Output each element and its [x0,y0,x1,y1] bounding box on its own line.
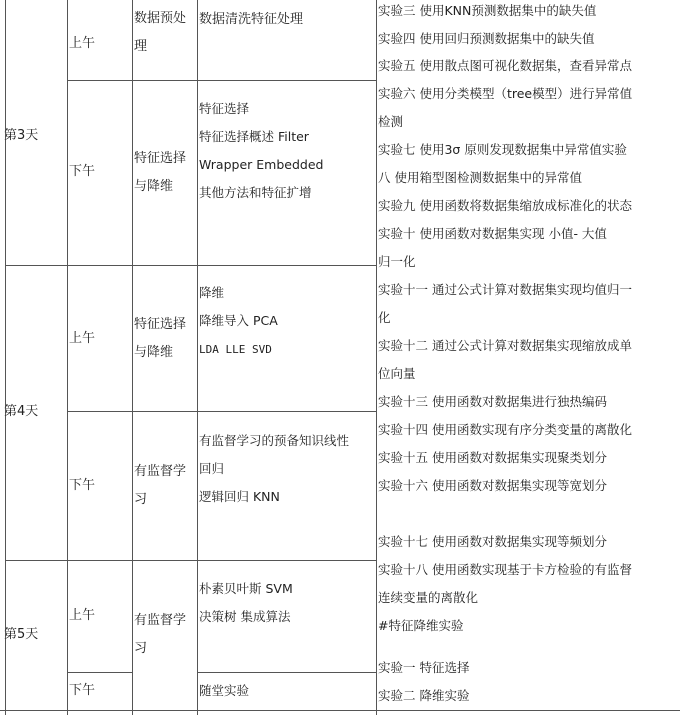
day-label: 第3天 [4,128,39,143]
grid-line [132,0,133,715]
topic-label: 数据预处 [134,11,187,26]
topic-label: 特征选择 [134,151,187,166]
period-label: 下午 [69,478,96,493]
experiment-line: 实验十 使用函数对数据集实现 小值- 大值 [378,226,607,241]
topic-label: 习 [134,641,148,656]
experiment-line: 实验十四 使用函数实现有序分类变量的离散化 [378,422,632,437]
topic-label: 与降维 [134,179,174,194]
experiment-line: 连续变量的离散化 [378,590,479,605]
experiment-line: 八 使用箱型图检测数据集中的异常值 [378,170,582,185]
grid-line [197,0,198,715]
experiment-line: #特征降维实验 [378,618,464,633]
content-line: 降维 [199,285,225,300]
grid-line [5,265,376,266]
topic-label: 有监督学 [134,464,187,479]
experiment-line: 实验十一 通过公式计算对数据集实现均值归一 [378,282,632,297]
experiment-line: 实验三 使用KNN预测数据集中的缺失值 [378,3,597,18]
content-line: Wrapper Embedded [199,157,324,172]
content-line: 朴素贝叶斯 SVM [199,581,293,596]
content-line: 特征选择 [199,101,250,116]
day-label: 第4天 [4,404,39,419]
grid-line [376,0,377,715]
topic-label: 特征选择 [134,317,187,332]
experiment-line: 实验六 使用分类模型（tree模型）进行异常值 [378,86,633,101]
experiment-line: 实验十五 使用函数对数据集实现聚类划分 [378,450,607,465]
content-line: 其他方法和特征扩增 [199,185,312,200]
experiment-line: 实验十三 使用函数对数据集进行独热编码 [378,394,607,409]
content-line: 随堂实验 [199,683,250,698]
grid-line [67,0,68,715]
topic-label: 与降维 [134,345,174,360]
topic-label: 习 [134,492,148,507]
content-line: 有监督学习的预备知识线性 [199,433,350,448]
experiment-line: 实验七 使用3σ 原则发现数据集中异常值实验 [378,142,627,157]
grid-line [5,560,376,561]
grid-line [5,0,6,715]
experiment-line: 位向量 [378,366,416,381]
period-label: 上午 [69,331,96,346]
experiment-line: 实验十六 使用函数对数据集实现等宽划分 [378,478,607,493]
grid-line [67,411,376,412]
topic-label: 理 [134,39,148,54]
content-line: LDA LLE SVD [199,343,272,356]
topic-label: 有监督学 [134,613,187,628]
grid-line [197,672,376,673]
experiment-line: 实验九 使用函数将数据集缩放成标准化的状态 [378,198,632,213]
period-label: 上午 [69,36,96,51]
content-line: 降维导入 PCA [199,313,278,328]
content-line: 回归 [199,461,225,476]
experiment-line: 检测 [378,114,404,129]
experiment-line: 实验十八 使用函数实现基于卡方检验的有监督 [378,562,632,577]
day-label: 第5天 [4,627,39,642]
experiment-line: 实验十七 使用函数对数据集实现等频划分 [378,534,607,549]
content-line: 数据清洗特征处理 [199,12,304,27]
experiment-line: 实验一 特征选择 [378,660,470,675]
experiment-line: 归一化 [378,254,416,269]
experiment-line: 化 [378,310,391,325]
grid-line [67,672,132,673]
grid-line [67,80,376,81]
period-label: 下午 [69,683,96,698]
period-label: 上午 [69,608,96,623]
grid-line [0,710,680,711]
period-label: 下午 [69,164,96,179]
experiment-line: 实验四 使用回归预测数据集中的缺失值 [378,31,595,46]
experiment-line: 实验二 降维实验 [378,688,470,703]
content-line: 逻辑回归 KNN [199,489,280,504]
content-line: 决策树 集成算法 [199,609,291,624]
experiment-line: 实验十二 通过公式计算对数据集实现缩放成单 [378,338,632,353]
content-line: 特征选择概述 Filter [199,129,309,144]
experiment-line: 实验五 使用散点图可视化数据集，查看异常点 [378,58,632,73]
